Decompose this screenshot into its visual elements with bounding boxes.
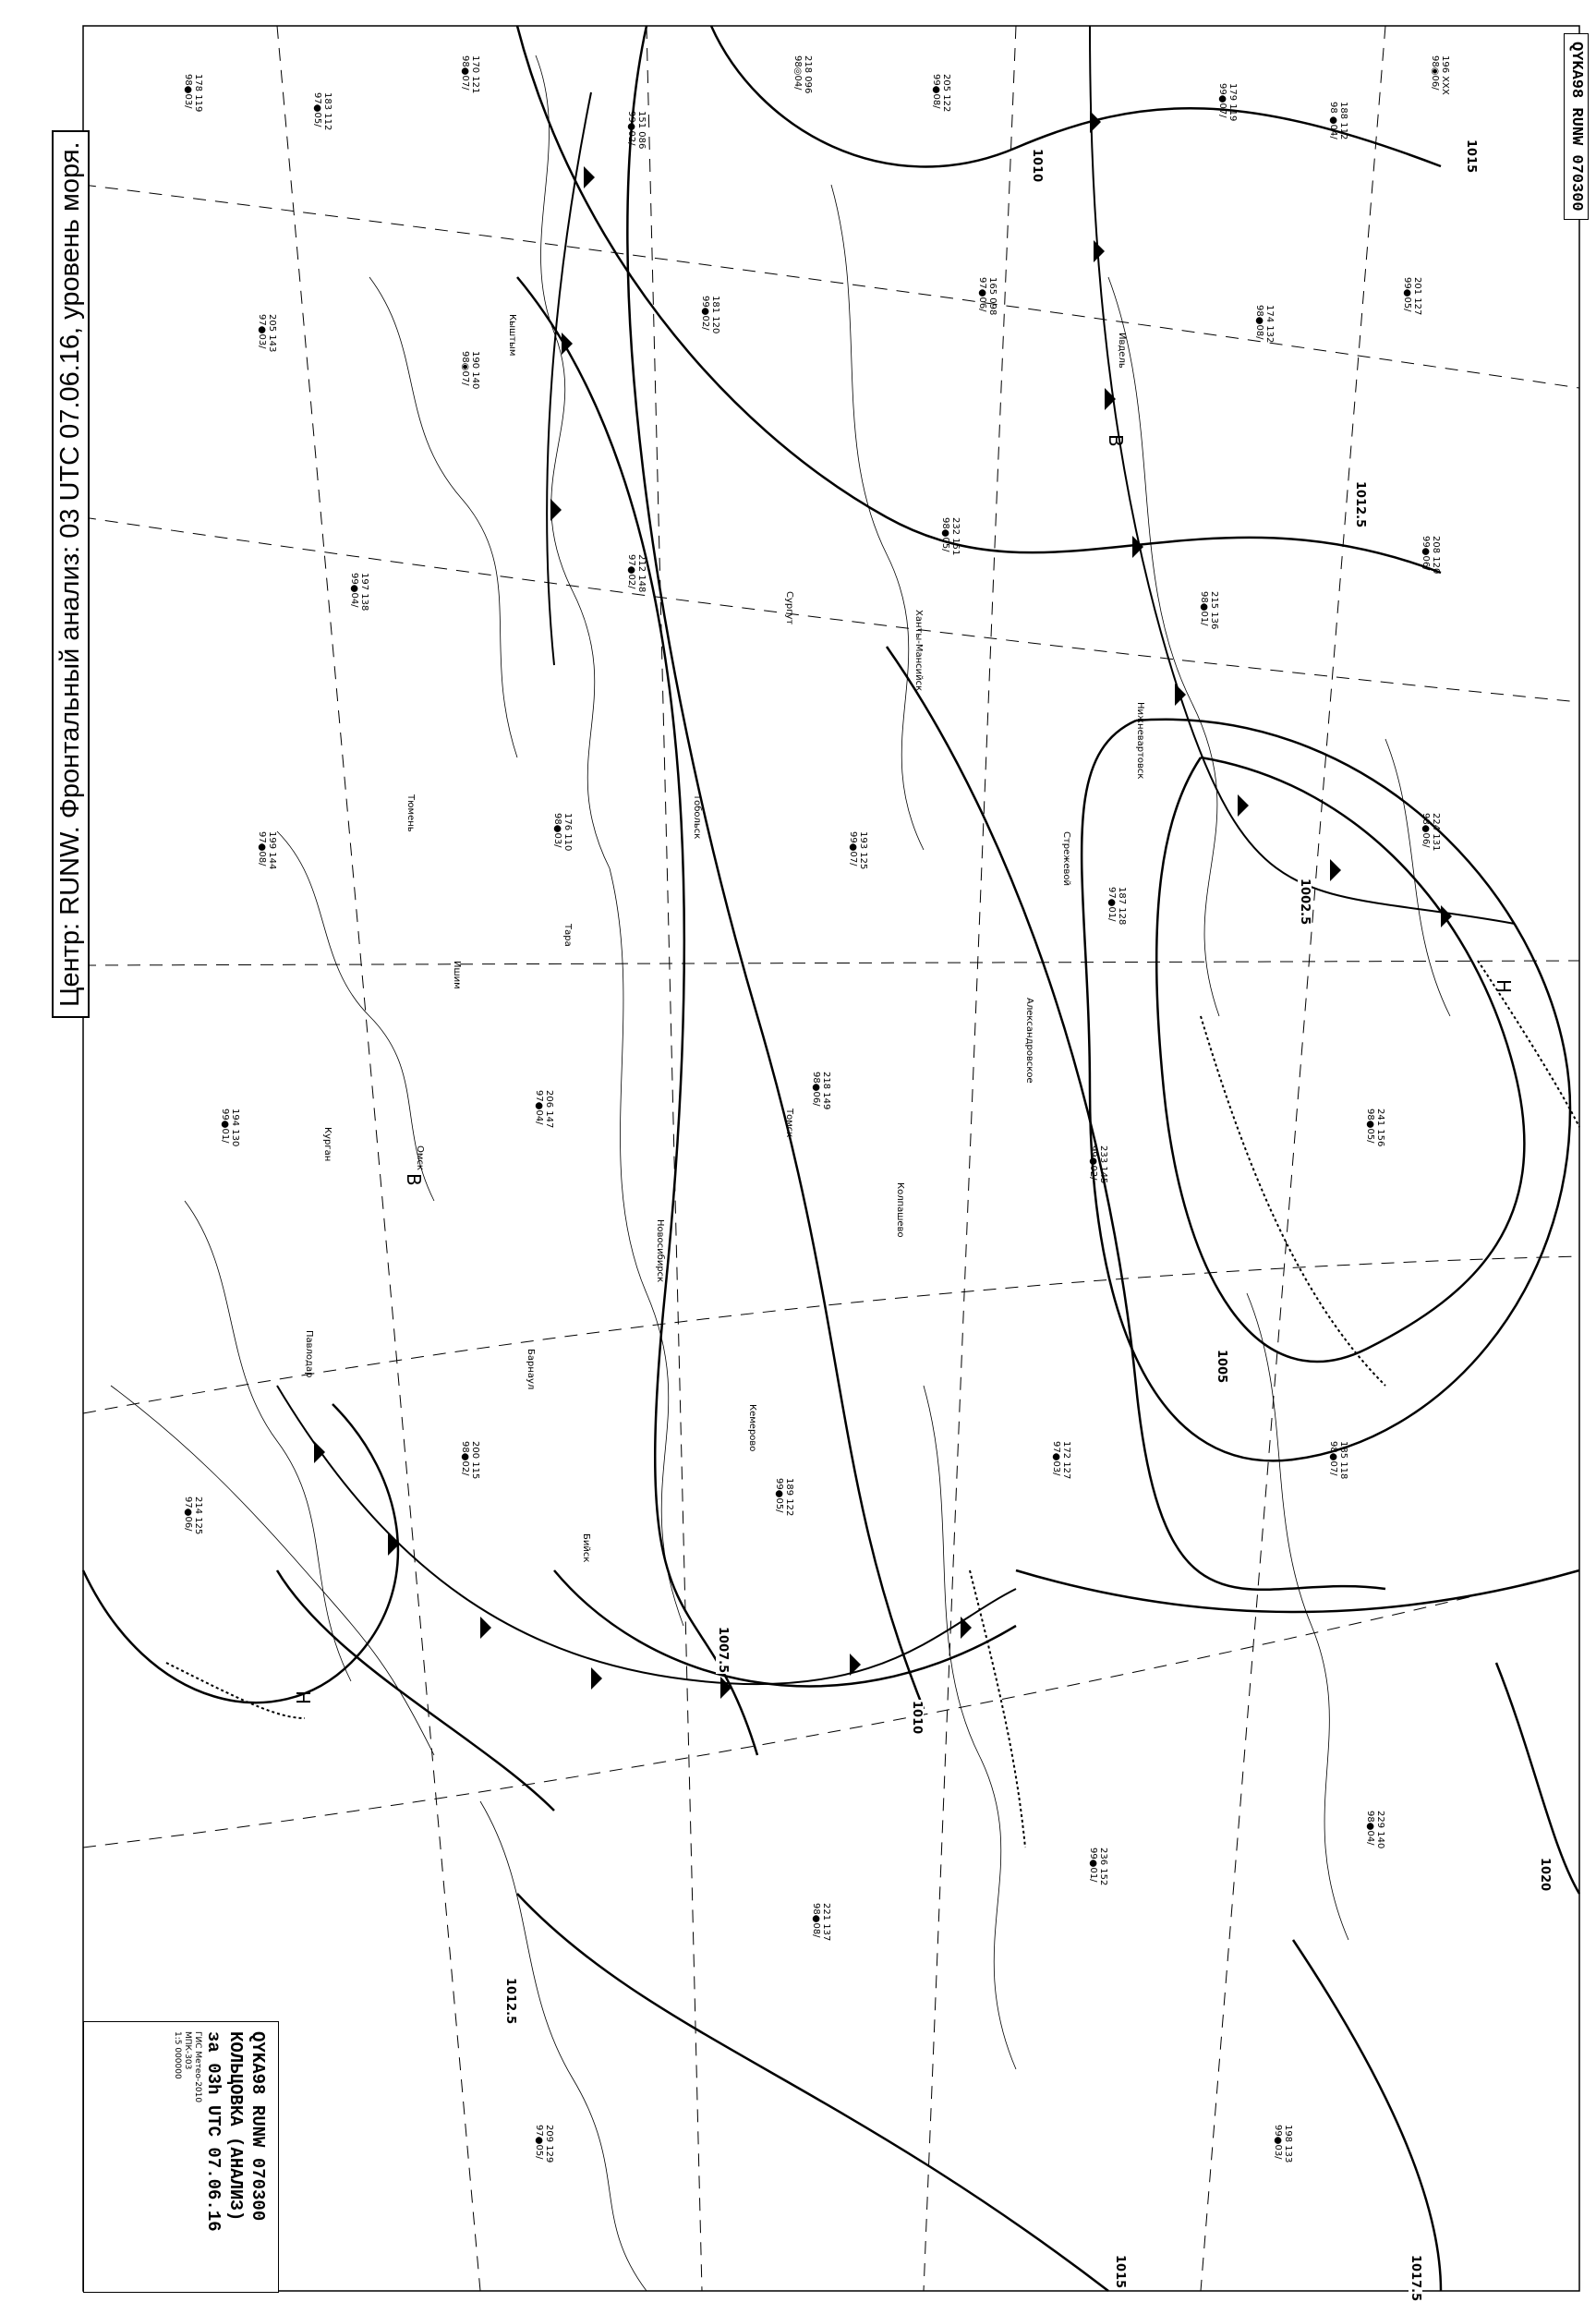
station-plot: 224 131 98●06/ (1421, 813, 1441, 852)
station-plot: 187 128 97●01/ (1106, 887, 1127, 926)
station-plot: 188 112 98 ●04/ (1328, 102, 1348, 140)
high-pressure-center: В (403, 1173, 425, 1186)
legend-box (83, 2021, 279, 2293)
isobar-label: 1015 (1113, 2255, 1127, 2289)
station-plot: 233 145 99●02/ (1088, 1145, 1108, 1184)
station-plot: 189 122 99●05/ (774, 1478, 794, 1517)
station-plot: 209 129 97●05/ (534, 2125, 554, 2163)
isobar-label: 1002.5 (1298, 878, 1312, 926)
station-plot: 151 086 99●02/ (626, 111, 647, 150)
isobar-1007-5 (517, 277, 757, 1755)
station-plot: 183 112 97●05/ (312, 92, 332, 131)
station-plot: 181 120 99●02/ (700, 296, 720, 334)
city-label: Кемерово (747, 1404, 757, 1452)
station-plot: 176 110 98●03/ (552, 813, 573, 852)
station-plot: 185 118 98●07/ (1328, 1441, 1348, 1480)
isobar-1010 (627, 26, 924, 1709)
map-title (52, 130, 90, 1018)
city-label: Стрежевой (1061, 831, 1071, 886)
map-title-text: Центр: RUNW. Фронтальный анализ: 03 UTC 07.06.16, уровень моря. (55, 141, 85, 1007)
city-label: Кыштым (507, 314, 517, 357)
station-plot: 193 125 99●07/ (848, 831, 868, 870)
station-plot: 236 152 99●01/ (1088, 1848, 1108, 1886)
legend-small-3: 1:5 000000 (173, 2031, 182, 2079)
city-label: Тобольск (692, 794, 702, 840)
station-plot: 165 098 97●06/ (977, 277, 998, 316)
isobar-label: 1015 (1464, 139, 1478, 174)
station-plot: 212 148 97●02/ (626, 554, 647, 593)
station-plot: 199 144 97●08/ (257, 831, 277, 870)
low-pressure-center: Н (1493, 979, 1515, 994)
station-plot: 172 127 97●03/ (1051, 1441, 1071, 1480)
isobar-label: 1017.5 (1409, 2255, 1422, 2302)
header-code-text: QYKA98 RUNW 070300 (1567, 42, 1585, 212)
station-plot: 178 119 98●03/ (183, 74, 203, 113)
legend-small-2: МПК-303 (183, 2031, 192, 2070)
legend-line-3: за 03h UTC 07.06.16 (203, 2031, 224, 2232)
isobar-1012-5-south (277, 1570, 554, 1811)
city-label: Сургут (784, 591, 794, 625)
isobar-label: 1020 (1538, 1858, 1552, 1892)
isobar-label: 1007.5 (716, 1627, 730, 1674)
low-pressure-center: Н (292, 1690, 314, 1705)
city-label: Бийск (581, 1533, 591, 1563)
isobar-1005-ring (1082, 720, 1570, 1461)
isobar-1017-5 (1293, 1940, 1441, 2291)
isobar-1002-5 (1156, 757, 1524, 1362)
city-label: Александровское (1024, 998, 1034, 1084)
station-plot: 198 133 99●03/ (1273, 2125, 1293, 2163)
isobar-label: 1005 (1215, 1350, 1228, 1384)
station-plot: 241 156 98●05/ (1365, 1109, 1385, 1147)
isobar-label: 1012.5 (1353, 481, 1367, 528)
lat-lon-grid (83, 26, 1579, 2291)
city-label: Барнаул (526, 1349, 536, 1390)
isobar-1015-south (517, 1894, 1108, 2291)
city-label: Ивдель (1117, 333, 1127, 369)
city-label: Ханты-Мансийск (913, 610, 924, 692)
station-plot: 208 120 99●06/ (1421, 536, 1441, 575)
isobar-label: 1010 (1030, 149, 1044, 183)
station-plot: 201 127 99●05/ (1402, 277, 1422, 316)
station-plot: 174 132 98●08/ (1254, 305, 1275, 344)
legend-small-1: ГИС Метео-2010 (193, 2031, 202, 2103)
city-label: Колпашево (895, 1182, 905, 1238)
isobar-label: 1012.5 (503, 1978, 517, 2025)
station-plot: 170 121 98●07/ (460, 55, 480, 94)
station-plot: 200 115 98●02/ (460, 1441, 480, 1480)
isobar-1010-east (1016, 1570, 1579, 1612)
station-plot: 179 119 99●07/ (1217, 83, 1238, 122)
occlusion-front (166, 961, 1579, 1848)
station-plot: 190 140 98◉07/ (460, 351, 480, 390)
isobar-1005 (887, 647, 1385, 1590)
station-plot: 206 147 97●04/ (534, 1090, 554, 1129)
station-plot: 232 151 98●05/ (940, 517, 961, 556)
station-plot: 218 149 98●06/ (811, 1072, 831, 1110)
city-label: Новосибирск (655, 1219, 665, 1283)
header-code-box (1564, 33, 1589, 220)
geography-lines (111, 55, 1450, 2291)
city-label: Тара (562, 924, 573, 947)
station-plot: 229 140 98●04/ (1365, 1811, 1385, 1849)
station-plot: 221 137 98●08/ (811, 1903, 831, 1942)
station-plot: 218 096 98◎04/ (792, 55, 813, 94)
city-label: Курган (322, 1127, 332, 1162)
isobar-west-low (83, 1404, 398, 1705)
station-plot: 205 143 97●03/ (257, 314, 277, 353)
city-label: Томск (784, 1109, 794, 1138)
city-label: Ишим (452, 961, 462, 989)
city-label: Омск (415, 1145, 425, 1170)
cold-front (277, 26, 1515, 1684)
isobar-label: 1010 (910, 1701, 924, 1735)
station-plot: 215 136 98●01/ (1199, 591, 1219, 630)
city-label: Павлодар (304, 1330, 314, 1378)
station-plot: 194 130 99●01/ (220, 1109, 240, 1147)
legend-line-1: QYKA98 RUNW 070300 (248, 2031, 268, 2222)
station-plot: 197 138 99●04/ (349, 573, 369, 612)
station-plot: 205 122 99●08/ (931, 74, 951, 113)
city-label: Тюмень (405, 794, 416, 832)
legend-line-2: КОЛЬЦОВКА (АНАЛИЗ) (225, 2031, 246, 2222)
city-label: Нижневартовск (1135, 702, 1145, 780)
station-plot: 196 XXX 98◉06/ (1430, 55, 1450, 95)
isobar-1015-north (711, 26, 1441, 167)
high-pressure-center: В (1105, 434, 1127, 447)
station-plot: 214 125 97●06/ (183, 1496, 203, 1535)
